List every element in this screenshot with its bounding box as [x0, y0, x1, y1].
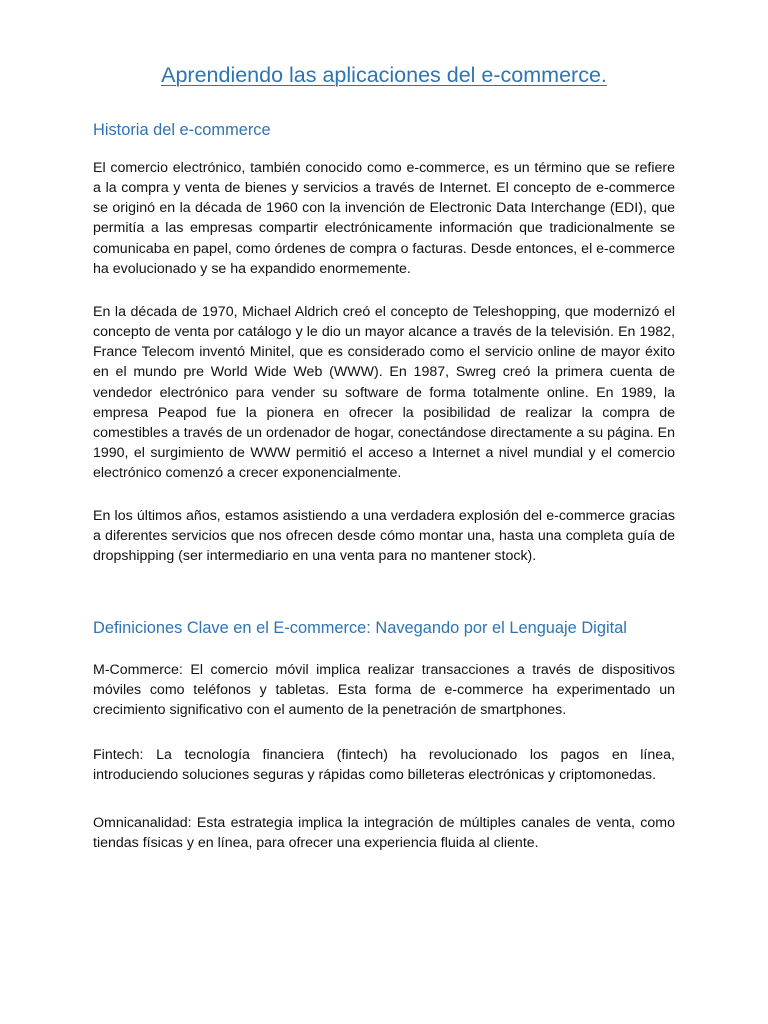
document-title: Aprendiendo las aplicaciones del e-commerce.: [161, 63, 607, 87]
paragraph-omnicanalidad: Omnicanalidad: Esta estrategia implica la integración de múltiples canales de venta, como tiendas físicas y en línea, para ofrecer una experiencia fluida al cliente.: [93, 815, 675, 852]
paragraph-historia-1: El comercio electrónico, también conocido como e-commerce, es un término que se refiere a la compra y venta de bienes y servicios a través de Internet. El concepto de e-commerce se originó en la década de 1960 con la invención de Electronic Data Interchange (EDI), que permitía a las empresas compartir electrónicamente información que tradicionalmente se comunicaba en papel, como órdenes de compra o facturas. Desde entonces, el e-commerce ha evolucionado y se ha expandido enormemente.: [93, 160, 675, 277]
paragraph-fintech: Fintech: La tecnología financiera (fintech) ha revolucionado los pagos en línea, introduciendo soluciones seguras y rápidas como billeteras electrónicas y criptomonedas.: [93, 747, 675, 784]
document-page: [93, 0, 675, 1024]
paragraph-m-commerce: M-Commerce: El comercio móvil implica realizar transacciones a través de dispositivos móviles como teléfonos y tabletas. Esta forma de e-commerce ha experimentado un crecimiento significativo con el aumento de la penetración de smartphones.: [93, 662, 675, 719]
section-heading-historia: Historia del e-commerce: [93, 121, 271, 139]
paragraph-historia-2: En la década de 1970, Michael Aldrich creó el concepto de Teleshopping, que modernizó el concepto de venta por catálogo y le dio un mayor alcance a través de la televisión. En 1982, France Telecom inventó Minitel, que es considerado como el servicio online de mayor éxito en el mundo pre World Wide Web (WWW). En 1987, Swreg creó la primera cuenta de vendedor electrónico para vender su software de forma totalmente online. En 1989, la empresa Peapod fue la pionera en ofrecer la posibilidad de realizar la compra de comestibles a través de un ordenador de hogar, conectándose directamente a su página. En 1990, el surgimiento de WWW permitió el acceso a Internet a nivel mundial y el comercio electrónico comenzó a crecer exponencialmente.: [93, 304, 675, 482]
paragraph-historia-3: En los últimos años, estamos asistiendo a una verdadera explosión del e-commerce gracias a diferentes servicios que nos ofrecen desde cómo montar una, hasta una completa guía de dropshipping (ser intermediario en una venta para no mantener stock).: [93, 508, 675, 565]
section-heading-definiciones: Definiciones Clave en el E-commerce: Navegando por el Lenguaje Digital: [93, 619, 627, 637]
